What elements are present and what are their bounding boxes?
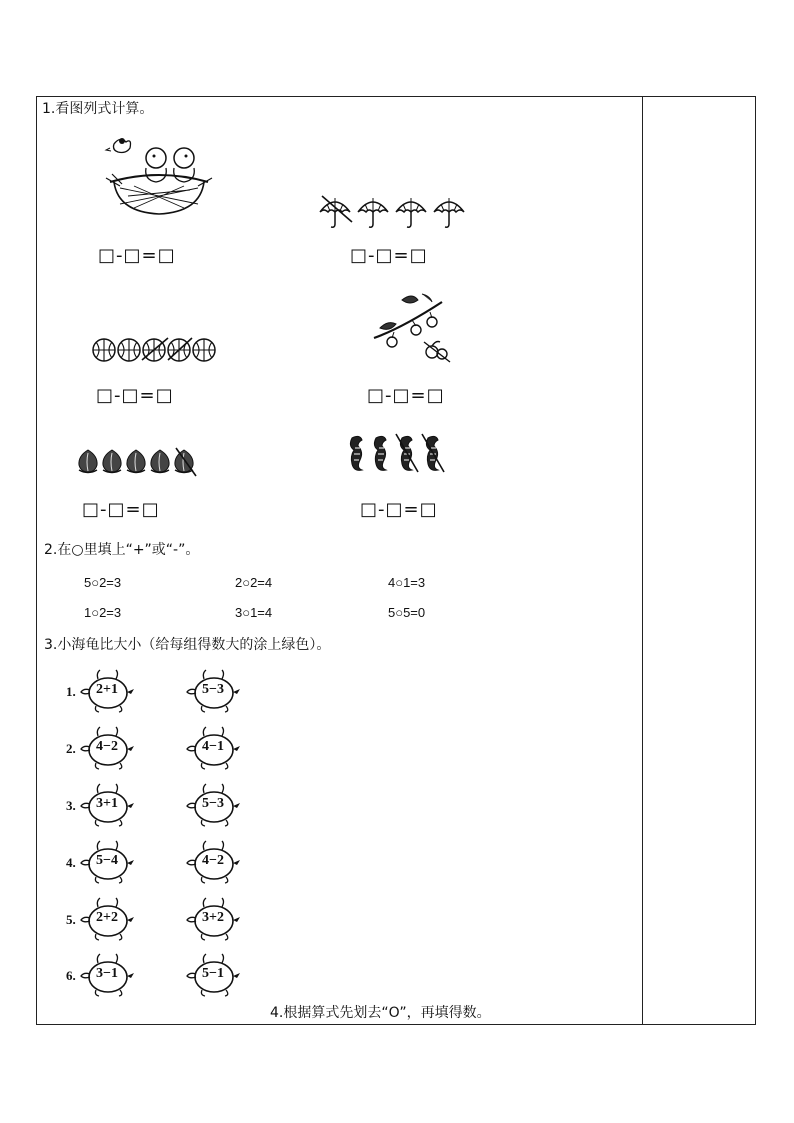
worksheet-frame: [36, 96, 756, 1025]
group-number: 1.: [66, 684, 76, 699]
equation-3[interactable]: □-□=□: [96, 385, 174, 406]
fill-sign-2[interactable]: 2○2=4: [235, 575, 273, 590]
turtle-left[interactable]: [74, 837, 138, 889]
section1-title: 1.看图列式计算。: [42, 101, 154, 117]
birds-in-nest-picture: [104, 128, 214, 216]
turtle-right[interactable]: [180, 894, 244, 946]
column-divider: [642, 96, 643, 1025]
turtle-expression: 5−4: [96, 853, 118, 868]
group-number: 2.: [66, 741, 76, 756]
turtle-expression: 3+1: [96, 796, 118, 811]
equation-2[interactable]: □-□=□: [350, 245, 428, 266]
turtle-expression: 5−1: [202, 966, 224, 981]
turtle-expression: 5−3: [202, 796, 224, 811]
seahorses-picture: [340, 432, 450, 476]
turtle-expression: 4−2: [96, 739, 118, 754]
turtle-expression: 4−2: [202, 853, 224, 868]
umbrellas-picture: [318, 194, 474, 234]
section3-title: 3.小海龟比大小（给每组得数大的涂上绿色）。: [44, 637, 331, 653]
turtle-expression: 3−1: [96, 966, 118, 981]
equation-1[interactable]: □-□=□: [98, 245, 176, 266]
equation-4[interactable]: □-□=□: [367, 385, 445, 406]
equation-5[interactable]: □-□=□: [82, 499, 160, 520]
group-number: 3.: [66, 798, 76, 813]
turtle-left[interactable]: [74, 894, 138, 946]
basketballs-picture: [90, 336, 216, 364]
turtle-left[interactable]: [74, 723, 138, 775]
turtle-left[interactable]: [74, 950, 138, 1002]
turtle-right[interactable]: [180, 950, 244, 1002]
turtle-expression: 2+1: [96, 682, 118, 697]
turtle-expression: 2+2: [96, 910, 118, 925]
turtle-left[interactable]: [74, 666, 138, 718]
fill-sign-6[interactable]: 5○5=0: [388, 605, 426, 620]
turtle-right[interactable]: [180, 780, 244, 832]
turtle-expression: 4−1: [202, 739, 224, 754]
peaches-picture: [76, 446, 200, 478]
turtle-expression: 5−3: [202, 682, 224, 697]
fill-sign-1[interactable]: 5○2=3: [84, 575, 122, 590]
fill-sign-5[interactable]: 3○1=4: [235, 605, 273, 620]
turtle-expression: 3+2: [202, 910, 224, 925]
turtle-right[interactable]: [180, 723, 244, 775]
fill-sign-4[interactable]: 1○2=3: [84, 605, 122, 620]
group-number: 4.: [66, 855, 76, 870]
group-number: 6.: [66, 968, 76, 983]
section2-title: 2.在○里填上“+”或“-”。: [44, 542, 200, 558]
fill-sign-3[interactable]: 4○1=3: [388, 575, 426, 590]
equation-6[interactable]: □-□=□: [360, 499, 438, 520]
turtle-right[interactable]: [180, 837, 244, 889]
turtle-left[interactable]: [74, 780, 138, 832]
group-number: 5.: [66, 912, 76, 927]
turtle-right[interactable]: [180, 666, 244, 718]
section4-title: 4.根据算式先划去“O”，再填得数。: [270, 1005, 491, 1021]
cherries-picture: [372, 292, 462, 364]
